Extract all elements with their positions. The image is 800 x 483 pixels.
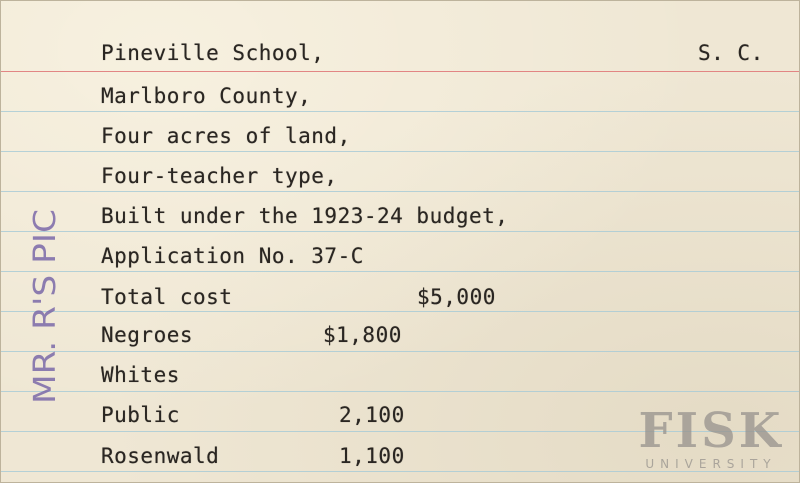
blue-rule-line: [1, 231, 800, 232]
budget-line: Built under the 1923-24 budget,: [101, 204, 509, 228]
public-value: 2,100: [339, 403, 405, 427]
blue-rule-line: [1, 351, 800, 352]
watermark-subtitle: UNIVERSITY: [645, 457, 777, 471]
county-line: Marlboro County,: [101, 84, 312, 108]
type-line: Four-teacher type,: [101, 164, 338, 188]
blue-rule-line: [1, 191, 800, 192]
blue-rule-line: [1, 311, 800, 312]
stamp-text: MR. R'S PIC: [28, 233, 63, 404]
watermark-name: FISK: [638, 403, 784, 459]
rosenwald-value: 1,100: [339, 444, 405, 468]
blue-rule-line: [1, 111, 800, 112]
public-label: Public: [101, 403, 180, 427]
rosenwald-label: Rosenwald: [101, 444, 220, 468]
rubber-stamp: [13, 206, 73, 406]
land-line: Four acres of land,: [101, 124, 351, 148]
application-line: Application No. 37-C: [101, 244, 364, 268]
fisk-university-watermark: [626, 405, 796, 479]
blue-rule-line: [1, 271, 800, 272]
blue-rule-line: [1, 151, 800, 152]
whites-label: Whites: [101, 363, 180, 387]
total-cost-value: $5,000: [417, 285, 496, 309]
school-name: Pineville School,: [101, 41, 325, 65]
blue-rule-line: [1, 391, 800, 392]
negroes-label: Negroes: [101, 323, 194, 347]
red-rule-line: [1, 71, 800, 72]
negroes-value: $1,800: [323, 323, 402, 347]
total-cost-label: Total cost: [101, 285, 233, 309]
state-abbreviation: S. C.: [698, 41, 764, 65]
